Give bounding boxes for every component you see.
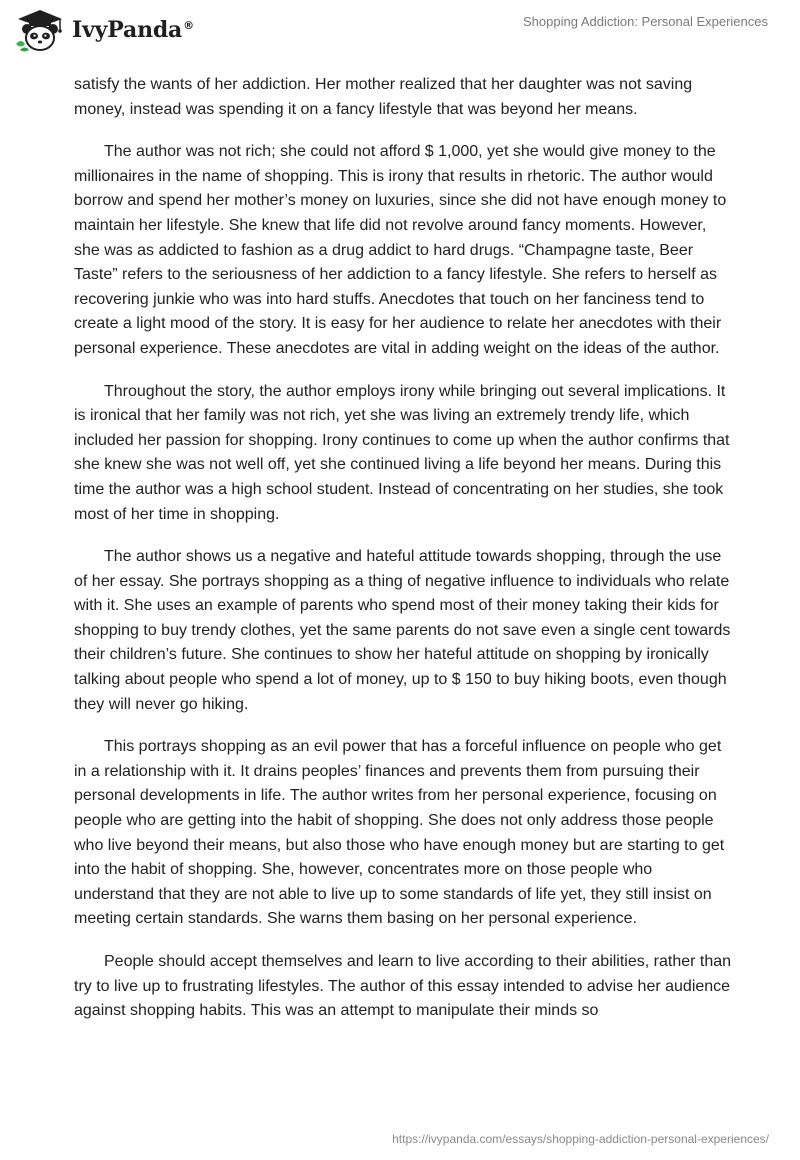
- paragraph: The author shows us a negative and hateful attitude towards shopping, through the use of her essay. She portrays shopping as a thing of negative influence to individuals who relate with it. She uses an example of parents who spend most of their money taking their kids for shopping to buy trendy clothes, yet the same parents do not save even a single cent towards their children’s future. She continues to show her hateful attitude on shopping by ironically talking about people who spend a lot of money, up to $ 150 to buy hiking boots, even though they will never go hiking.: [74, 548, 731, 713]
- paragraph: People should accept themselves and learn to live according to their abilities, rather than try to live up to frustrating lifestyles. The author of this essay intended to advise her audience against shopping habits. This was an attempt to manipulate their minds so: [74, 953, 732, 1020]
- registered-mark: ®: [183, 18, 194, 32]
- paragraph: Throughout the story, the author employs irony while bringing out several implications. It is ironical that her family was not rich, yet she was living an extremely trendy life, which included her passion for shopping. Irony continues to come up when the author confirms that she knew she was not well off, yet she continued living a life beyond her means. During this time the author was a high school student. Instead of concentrating on her studies, she took most of her time in shopping.: [74, 382, 730, 523]
- ivypanda-logo[interactable]: [12, 8, 194, 52]
- panda-graduate-icon: [12, 8, 68, 52]
- page-header: [0, 0, 800, 62]
- logo-wordmark: [72, 19, 194, 41]
- document-title: Shopping Addiction: Personal Experiences: [523, 14, 768, 29]
- paragraph: satisfy the wants of her addiction. Her mother realized that her daughter was not saving money, instead was spending it on a fancy lifestyle that was beyond her means.: [74, 76, 693, 118]
- paragraph: This portrays shopping as an evil power that has a forceful influence on people who get in a relationship with it. It drains peoples’ finances and prevents them from pursuing their personal developments in life. The author writes from her personal experience, focusing on people who are getting into the habit of shopping. She does not only address those people who live beyond their means, but also those who have enough money but are starting to get into the habit of shopping. She, however, concentrates more on those people who understand that they are not able to live up to some standards of life yet, they still insist on meeting certain standards. She warns them basing on her personal experience.: [74, 738, 725, 928]
- essay-body: [74, 73, 734, 1042]
- paragraph: The author was not rich; she could not afford $ 1,000, yet she would give money to the millionaires in the name of shopping. This is irony that results in rhetoric. The author would borrow and spend her mother’s money on luxuries, since she did not have enough money to maintain her lifestyle. She knew that life did not revolve around fancy moments. However, she was as addicted to fashion as a drug addict to hard drugs. “Champagne taste, Beer Taste” refers to the seriousness of her addiction to a fancy lifestyle. She refers to herself as recovering junkie who was into hard stuffs. Anecdotes that touch on her fanciness tend to create a light mood of the story. It is easy for her audience to relate her anecdotes with their personal experience. These anecdotes are vital in adding weight on the ideas of the author.: [74, 143, 727, 357]
- source-url[interactable]: https://ivypanda.com/essays/shopping-addiction-personal-experiences/: [392, 1132, 769, 1146]
- logo-name: IvyPanda: [72, 17, 183, 43]
